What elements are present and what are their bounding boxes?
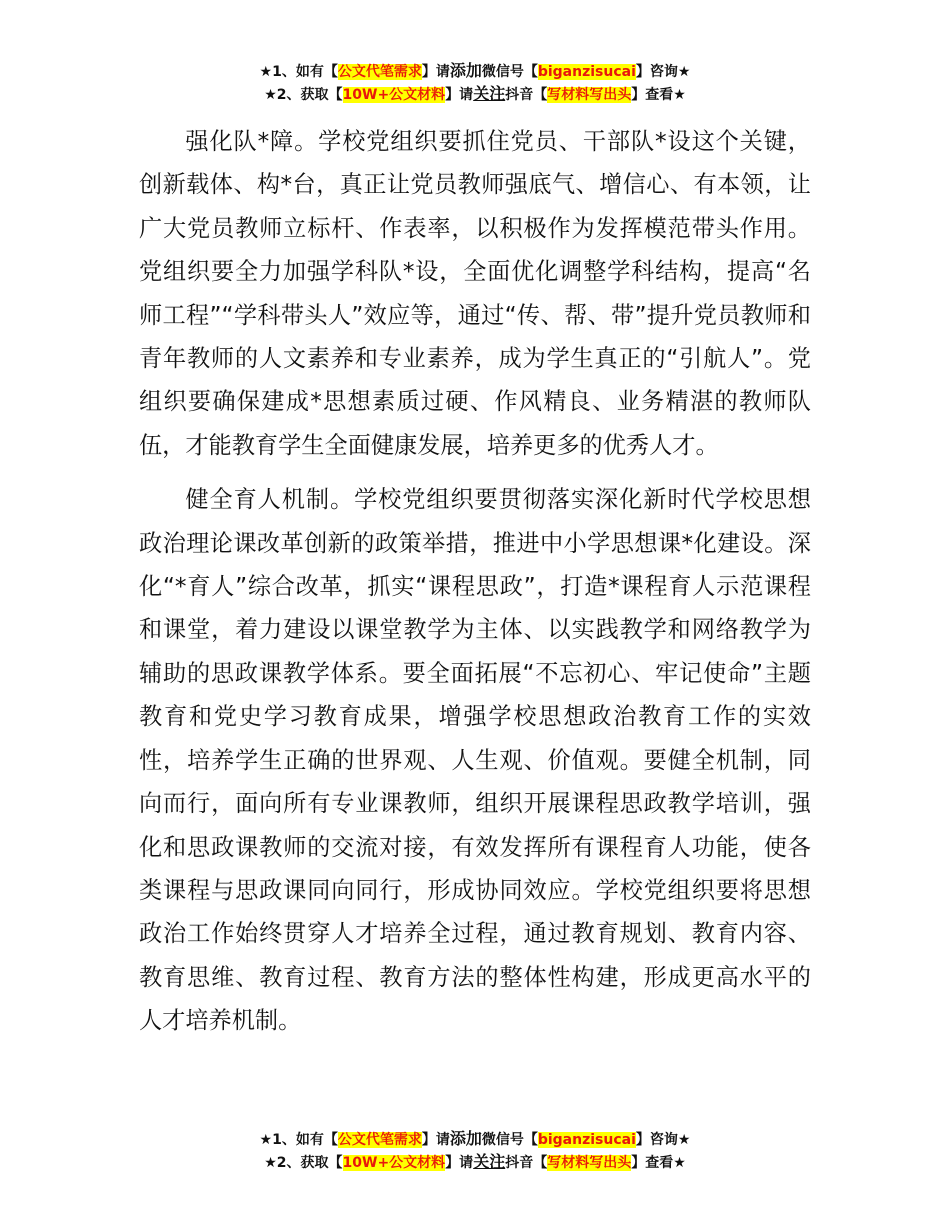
banner-text: 】请 (445, 1155, 474, 1171)
banner-line-1 (0, 60, 950, 83)
highlight-service: 公文代笔需求 (337, 64, 422, 80)
paragraph-team-building: 强化队*障。学校党组织要抓住党员、干部队*设这个关键，创新载体、构*台，真正让党员教师强底气、增信心、有本领，让广大党员教师立标杆、作表率，以积极作为发挥模范带头作用。党组织要全力加强学科队*设，全面优化调整学科结构，提高“名师工程”“学科带头人”效应等，通过“传、帮、带”提升党员教师和青年教师的人文素养和专业素养，成为学生真正的“引航人”。党组织要确保建成*思想素质过硬、作风精良、业务精湛的教师队伍，才能教育学生全面健康发展，培养更多的优秀人才。 (139, 128, 811, 459)
highlight-wechat-id: biganzisucai (537, 64, 636, 80)
banner-text: 】请 (421, 1132, 450, 1148)
banner-text: 抖音【 (505, 87, 548, 103)
banner-text: 抖音【 (505, 1155, 548, 1171)
highlight-wechat-id: biganzisucai (537, 1132, 636, 1148)
banner-line-1 (0, 1128, 950, 1151)
highlight-materials: 10W+公文材料 (342, 87, 446, 103)
banner-text: 】查看★ (631, 1155, 686, 1171)
banner-text: 】请 (445, 87, 474, 103)
footer-banner (0, 1128, 950, 1174)
header-banner (0, 60, 950, 106)
banner-text: 】咨询★ (635, 1132, 691, 1148)
document-body (139, 120, 811, 1043)
banner-text: ★1、如有【 (259, 64, 338, 80)
banner-emphasis: 添加 (449, 61, 482, 80)
banner-text: 】请 (421, 64, 450, 80)
banner-emphasis: 关注 (473, 1152, 506, 1171)
banner-text: 微信号【 (481, 1132, 538, 1148)
banner-text: ★2、获取【 (264, 87, 343, 103)
banner-text: ★2、获取【 (264, 1155, 343, 1171)
banner-line-2 (0, 83, 950, 106)
highlight-douyin-id: 写材料写出头 (547, 87, 632, 103)
banner-text: 微信号【 (481, 64, 538, 80)
banner-line-2 (0, 1151, 950, 1174)
banner-emphasis: 关注 (473, 84, 506, 103)
banner-emphasis: 添加 (449, 1129, 482, 1148)
banner-text: 】查看★ (631, 87, 686, 103)
highlight-materials: 10W+公文材料 (342, 1155, 446, 1171)
highlight-douyin-id: 写材料写出头 (547, 1155, 632, 1171)
highlight-service: 公文代笔需求 (337, 1132, 422, 1148)
banner-text: 】咨询★ (635, 64, 691, 80)
paragraph-education-mechanism: 健全育人机制。学校党组织要贯彻落实深化新时代学校思想政治理论课改革创新的政策举措，推进中小学思想课*化建设。深化“*育人”综合改革，抓实“课程思政”，打造*课程育人示范课程和课堂，着力建设以课堂教学为主体、以实践教学和网络教学为辅助的思政课教学体系。要全面拓展“不忘初心、牢记使命”主题教育和党史学习教育成果，增强学校思想政治教育工作的实效性，培养学生正确的世界观、人生观、价值观。要健全机制，同向而行，面向所有专业课教师，组织开展课程思政教学培训，强化和思政课教师的交流对接，有效发挥所有课程育人功能，使各类课程与思政课同向同行，形成协同效应。学校党组织要将思想政治工作始终贯穿人才培养全过程，通过教育规划、教育内容、教育思维、教育过程、教育方法的整体性构建，形成更高水平的人才培养机制。 (139, 486, 811, 1035)
banner-text: ★1、如有【 (259, 1132, 338, 1148)
